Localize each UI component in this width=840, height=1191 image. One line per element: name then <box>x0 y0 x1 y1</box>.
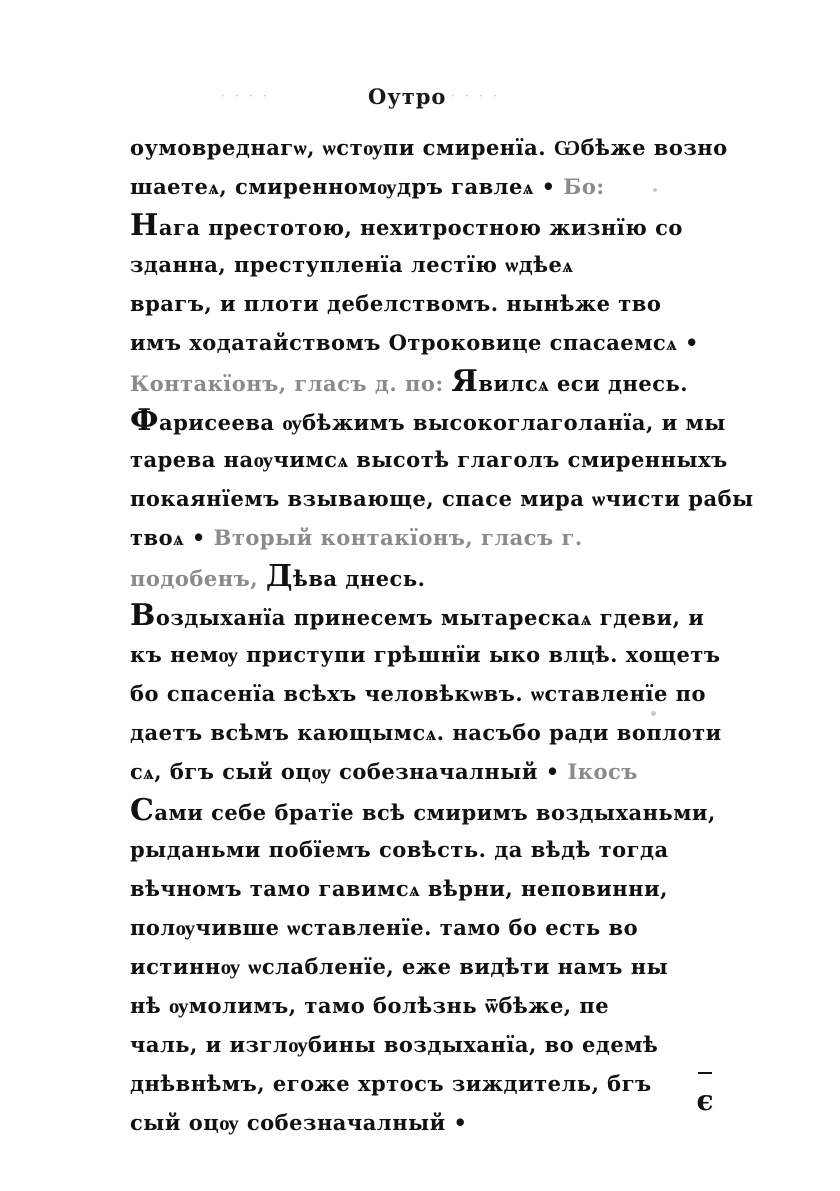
body-text: оздыханїа принесемъ мытарескаѧ гдеви, и <box>155 605 705 630</box>
text-line <box>130 596 705 635</box>
text-line <box>130 752 660 791</box>
body-text: покаянїемъ взывающе, спасе мира ѡчисти рабы <box>130 486 754 511</box>
text-line <box>130 479 754 518</box>
text-line <box>130 869 668 908</box>
text-line <box>130 908 660 947</box>
text-line <box>130 1025 660 1064</box>
ink-speck <box>651 711 656 716</box>
body-text: сѧ, бгъ сый оцѹ собезначалный • <box>130 759 568 784</box>
body-text: къ немѹ приступи грѣшнїи ыко влцѣ. хощетъ <box>130 642 721 667</box>
body-text: зданна, преступленїа лестїю ѡдѣеѧ <box>130 252 574 277</box>
text-line <box>130 674 707 713</box>
text-line <box>130 1103 660 1142</box>
text-line <box>130 1064 660 1103</box>
body-text: • <box>533 174 564 199</box>
text-line <box>130 635 721 674</box>
text-line <box>130 167 660 206</box>
initial-letter: Д <box>265 559 294 594</box>
body-text: истиннѹ ѡслабленїе, еже видѣти намъ ны <box>130 954 669 979</box>
text-line <box>130 713 722 752</box>
body-text: днѣвнѣмъ, егоже хртосъ зиждитель, бгъ <box>130 1071 652 1096</box>
rubric-text: Ікосъ <box>567 759 638 784</box>
text-line <box>130 440 728 479</box>
rubric-text: Контакїонъ, гласъ д. по: <box>130 371 452 396</box>
text-line <box>130 947 669 986</box>
text-line <box>130 791 716 830</box>
body-text: вѣчномъ тамо гавимсѧ вѣрни, неповинни, <box>130 876 668 901</box>
body-text: рыданьми побїемъ совѣсть. да вѣдѣ тогда <box>130 837 669 862</box>
faint-header-ornament-left: · · · · <box>220 86 270 105</box>
body-text: оумовреднагѡ, ѡстѹпи смиренїа. Ѡбѣже возно <box>130 135 728 160</box>
initial-letter: Я <box>451 364 479 399</box>
faint-header-ornament-right: · · · · <box>450 86 500 105</box>
body-text: имъ ходатайствомъ Отроковице спасаемсѧ • <box>130 330 699 355</box>
body-text: шаетеѧ, смиренномѹдръ гавлеѧ <box>130 174 534 199</box>
folio-number <box>690 1078 720 1118</box>
text-line <box>130 323 699 362</box>
initial-letter: Ф <box>130 403 159 438</box>
body-text: тарева наѹчимсѧ высотѣ глаголъ смиренныхъ <box>130 447 728 472</box>
text-line <box>130 401 726 440</box>
body-text: арисеева ѹбѣжимъ высокоглаголанїа, и мы <box>158 410 726 435</box>
body-text: полѹчивше ѡставленїе. тамо бо есть во <box>130 915 639 940</box>
body-text: ага престотою, нехитростною жизнїю со <box>158 215 683 240</box>
text-line <box>130 245 660 284</box>
text-line <box>130 986 660 1025</box>
rubric-text: подобенъ, <box>130 566 266 591</box>
text-line <box>130 830 669 869</box>
text-line <box>130 557 660 596</box>
text-line <box>130 128 728 167</box>
initial-letter: В <box>130 598 156 633</box>
body-text: твоѧ • <box>130 525 214 550</box>
body-text: даетъ всѣмъ кающымсѧ. насъбо ради воплоти <box>130 720 722 745</box>
initial-letter: Н <box>130 208 159 243</box>
body-text: ами себе братїе всѣ смиримъ воздыханьми, <box>154 800 716 825</box>
body-text: сый оцѹ собезначалный • <box>130 1110 468 1135</box>
folio-numeral: є <box>696 1084 714 1117</box>
titlo-mark <box>698 1072 712 1078</box>
rubric-text: Вторый контакїонъ, гласъ г. <box>213 525 583 550</box>
text-line <box>130 518 660 557</box>
body-text: ѣва днесь. <box>293 566 426 591</box>
page-header <box>220 78 670 118</box>
body-text: вилсѧ еси днесь. <box>478 371 689 396</box>
body-text: бо спасенїа всѣхъ человѣкѡвъ. ѡставленїе по <box>130 681 707 706</box>
body-text: чаль, и изглѹбины воздыханїа, во едемѣ <box>130 1032 659 1057</box>
text-line <box>130 284 660 323</box>
initial-letter: С <box>130 793 155 828</box>
running-head: Оутро <box>368 84 447 109</box>
body-text: врагъ, и плоти дебелствомъ. нынѣже тво <box>130 291 662 316</box>
ink-speck <box>653 188 657 192</box>
text-line <box>130 206 683 245</box>
main-text-block <box>130 128 754 1142</box>
text-line <box>130 362 689 401</box>
body-text: нѣ ѹмолимъ, тамо болѣзнь ѿбѣже, пе <box>130 993 610 1018</box>
rubric-text: Бо: <box>563 174 605 199</box>
